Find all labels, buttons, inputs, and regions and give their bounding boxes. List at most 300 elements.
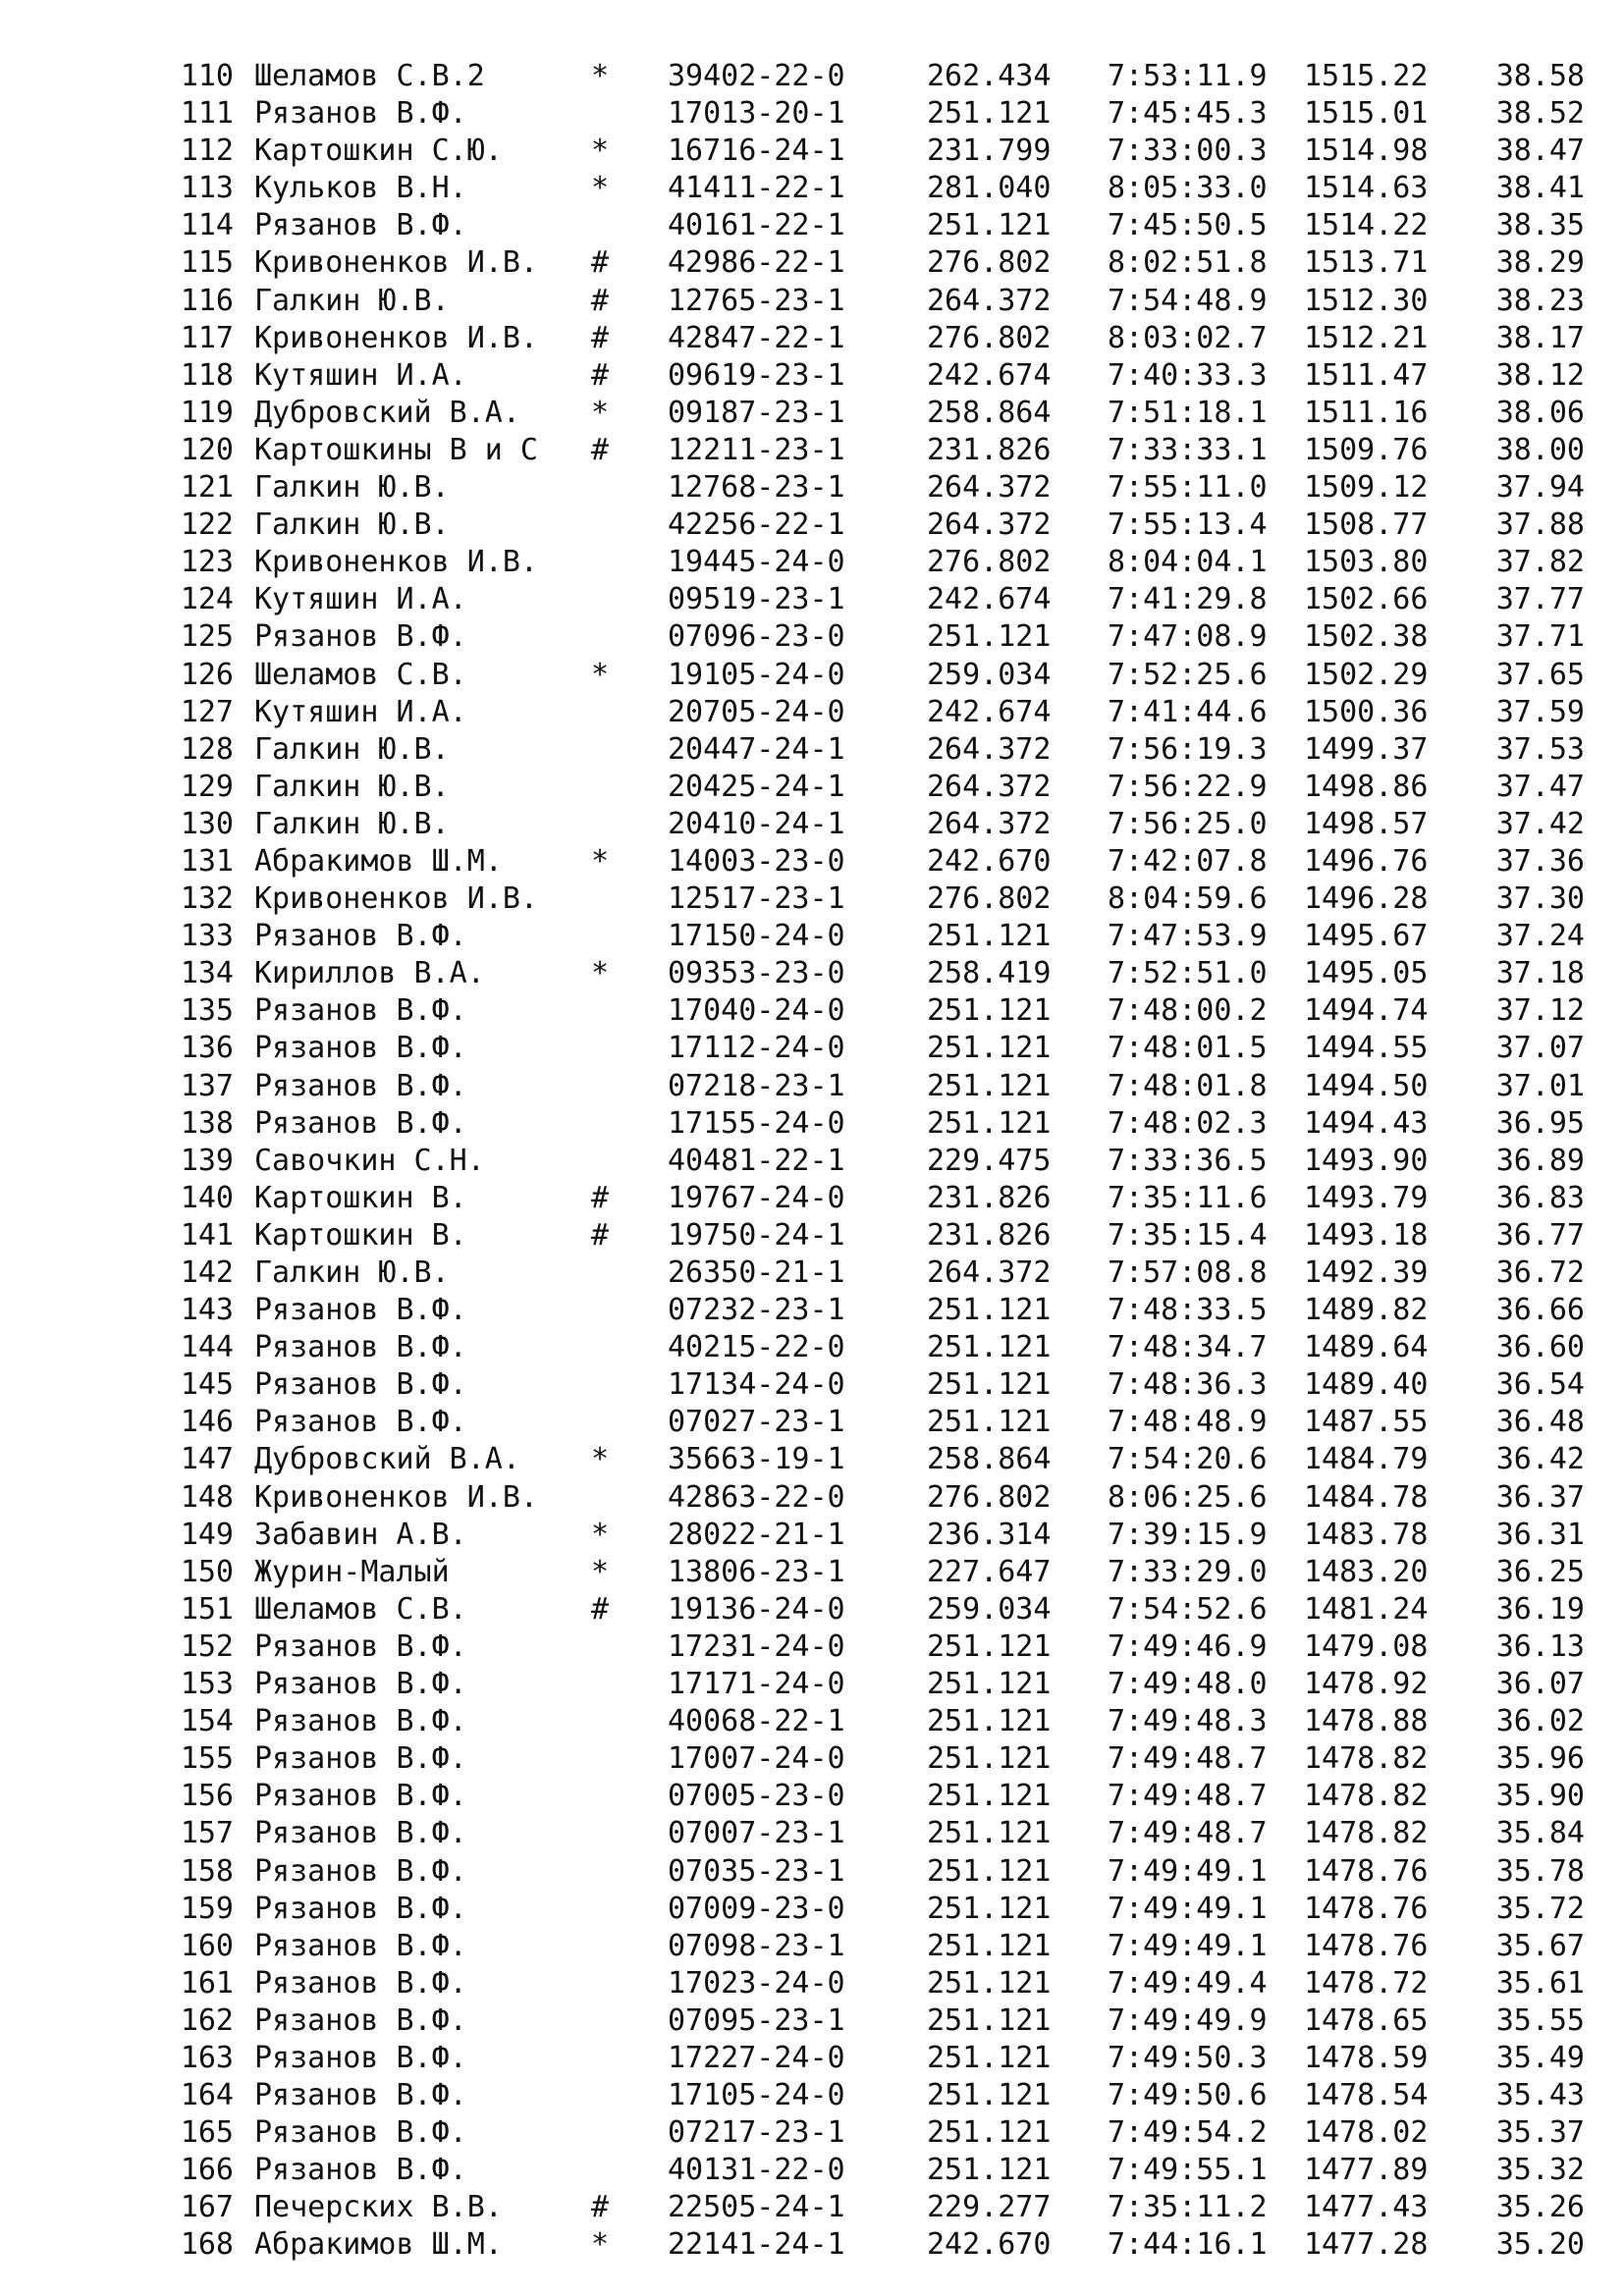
result-row	[0, 357, 1624, 395]
points-value: 35.78	[1495, 1853, 1585, 1889]
points-value: 37.36	[1495, 843, 1585, 879]
points-value: 35.32	[1495, 2153, 1585, 2188]
distance-km: 242.670	[927, 2227, 1052, 2263]
fancier-name: Рязанов В.Ф.	[254, 2153, 467, 2188]
distance-km: 258.419	[927, 956, 1052, 991]
speed-value: 1493.18	[1304, 1217, 1429, 1253]
place-number: 152	[180, 1629, 234, 1664]
speed-value: 1477.28	[1304, 2227, 1429, 2263]
speed-value: 1496.76	[1304, 843, 1429, 879]
place-number: 118	[180, 357, 234, 393]
distance-km: 264.372	[927, 1255, 1052, 1290]
place-number: 123	[180, 545, 234, 580]
place-number: 136	[180, 1031, 234, 1066]
entry-mark: #	[591, 1180, 610, 1215]
place-number: 125	[180, 619, 234, 655]
flight-time: 7:48:48.9	[1108, 1405, 1268, 1440]
points-value: 35.37	[1495, 2115, 1585, 2151]
ring-number: 07098-23-1	[668, 1928, 845, 1963]
flight-time: 7:41:29.8	[1108, 582, 1268, 617]
place-number: 110	[180, 59, 234, 93]
distance-km: 251.121	[927, 1741, 1052, 1777]
place-number: 145	[180, 1367, 234, 1403]
place-number: 146	[180, 1405, 234, 1440]
points-value: 36.25	[1495, 1554, 1585, 1589]
flight-time: 7:49:50.3	[1108, 2040, 1268, 2075]
result-row	[0, 618, 1624, 656]
distance-km: 251.121	[927, 2153, 1052, 2188]
points-value: 37.12	[1495, 993, 1585, 1029]
speed-value: 1494.55	[1304, 1031, 1429, 1066]
speed-value: 1478.82	[1304, 1816, 1429, 1851]
points-value: 37.53	[1495, 731, 1585, 767]
speed-value: 1478.72	[1304, 1965, 1429, 2001]
flight-time: 8:06:25.6	[1108, 1479, 1268, 1515]
points-value: 35.84	[1495, 1816, 1585, 1851]
ring-number: 17155-24-0	[668, 1105, 845, 1141]
speed-value: 1509.76	[1304, 432, 1429, 467]
speed-value: 1484.79	[1304, 1442, 1429, 1477]
result-row	[0, 1068, 1624, 1105]
flight-time: 7:49:49.1	[1108, 1928, 1268, 1963]
points-value: 35.20	[1495, 2227, 1585, 2263]
flight-time: 8:04:59.6	[1108, 881, 1268, 917]
fancier-name: Рязанов В.Ф.	[254, 96, 467, 132]
speed-value: 1496.28	[1304, 881, 1429, 917]
flight-time: 7:33:36.5	[1108, 1143, 1268, 1178]
fancier-name: Кривоненков И.В.	[254, 245, 538, 281]
flight-time: 7:57:08.8	[1108, 1255, 1268, 1290]
place-number: 158	[180, 1853, 234, 1889]
points-value: 38.00	[1495, 432, 1585, 467]
flight-time: 7:45:45.3	[1108, 96, 1268, 132]
fancier-name: Рязанов В.Ф.	[254, 1629, 467, 1664]
speed-value: 1512.21	[1304, 320, 1429, 355]
fancier-name: Савочкин С.Н.	[254, 1143, 485, 1178]
ring-number: 17134-24-0	[668, 1367, 845, 1403]
place-number: 150	[180, 1554, 234, 1589]
entry-mark: *	[591, 1517, 610, 1552]
fancier-name: Рязанов В.Ф.	[254, 1068, 467, 1103]
place-number: 127	[180, 694, 234, 729]
result-row	[0, 58, 1624, 95]
points-value: 37.07	[1495, 1031, 1585, 1066]
result-row	[0, 1143, 1624, 1180]
points-value: 35.61	[1495, 1965, 1585, 2001]
distance-km: 236.314	[927, 1517, 1052, 1552]
fancier-name: Кривоненков И.В.	[254, 881, 538, 917]
distance-km: 251.121	[927, 1405, 1052, 1440]
distance-km: 264.372	[927, 769, 1052, 804]
fancier-name: Рязанов В.Ф.	[254, 1704, 467, 1739]
speed-value: 1489.82	[1304, 1293, 1429, 1328]
result-row	[0, 544, 1624, 581]
place-number: 162	[180, 2002, 234, 2038]
result-row	[0, 881, 1624, 918]
ring-number: 17040-24-0	[668, 993, 845, 1029]
distance-km: 242.670	[927, 843, 1052, 879]
distance-km: 242.674	[927, 357, 1052, 393]
ring-number: 07035-23-1	[668, 1853, 845, 1889]
flight-time: 7:48:02.3	[1108, 1105, 1268, 1141]
distance-km: 251.121	[927, 1031, 1052, 1066]
distance-km: 276.802	[927, 245, 1052, 281]
fancier-name: Кириллов В.А.	[254, 956, 485, 991]
fancier-name: Рязанов В.Ф.	[254, 919, 467, 954]
result-row	[0, 1965, 1624, 2002]
place-number: 120	[180, 432, 234, 467]
distance-km: 251.121	[927, 1629, 1052, 1664]
speed-value: 1487.55	[1304, 1405, 1429, 1440]
result-row	[0, 95, 1624, 133]
speed-value: 1478.65	[1304, 2002, 1429, 2038]
points-value: 37.30	[1495, 881, 1585, 917]
speed-value: 1483.78	[1304, 1517, 1429, 1552]
result-row	[0, 1591, 1624, 1629]
result-row	[0, 320, 1624, 357]
speed-value: 1499.37	[1304, 731, 1429, 767]
speed-value: 1494.43	[1304, 1105, 1429, 1141]
ring-number: 09187-23-1	[668, 395, 845, 430]
fancier-name: Рязанов В.Ф.	[254, 1816, 467, 1851]
result-row	[0, 1666, 1624, 1703]
points-value: 38.29	[1495, 245, 1585, 281]
points-value: 35.96	[1495, 1741, 1585, 1777]
result-row	[0, 1479, 1624, 1517]
speed-value: 1477.43	[1304, 2190, 1429, 2225]
place-number: 133	[180, 919, 234, 954]
points-value: 38.52	[1495, 96, 1585, 132]
distance-km: 251.121	[927, 2115, 1052, 2151]
fancier-name: Галкин Ю.В.	[254, 731, 450, 767]
ring-number: 35663-19-1	[668, 1442, 845, 1477]
place-number: 168	[180, 2227, 234, 2263]
flight-time: 7:33:29.0	[1108, 1554, 1268, 1589]
speed-value: 1515.22	[1304, 59, 1429, 93]
fancier-name: Галкин Ю.В.	[254, 470, 450, 506]
fancier-name: Рязанов В.Ф.	[254, 1031, 467, 1066]
result-row	[0, 806, 1624, 843]
place-number: 167	[180, 2190, 234, 2225]
fancier-name: Абракимов Ш.М.	[254, 2227, 503, 2263]
place-number: 154	[180, 1704, 234, 1739]
distance-km: 264.372	[927, 507, 1052, 543]
flight-time: 7:49:48.3	[1108, 1704, 1268, 1739]
points-value: 36.31	[1495, 1517, 1585, 1552]
fancier-name: Шеламов С.В.	[254, 657, 467, 692]
flight-time: 7:54:20.6	[1108, 1442, 1268, 1477]
distance-km: 276.802	[927, 545, 1052, 580]
ring-number: 28022-21-1	[668, 1517, 845, 1552]
result-row	[0, 769, 1624, 806]
flight-time: 7:48:33.5	[1108, 1293, 1268, 1328]
fancier-name: Дубровский В.А.	[254, 1442, 520, 1477]
result-row	[0, 1517, 1624, 1554]
result-row	[0, 432, 1624, 469]
fancier-name: Рязанов В.Ф.	[254, 619, 467, 655]
ring-number: 20447-24-1	[668, 731, 845, 767]
fancier-name: Рязанов В.Ф.	[254, 1928, 467, 1963]
distance-km: 276.802	[927, 1479, 1052, 1515]
ring-number: 07217-23-1	[668, 2115, 845, 2151]
points-value: 36.54	[1495, 1367, 1585, 1403]
distance-km: 242.674	[927, 694, 1052, 729]
place-number: 157	[180, 1816, 234, 1851]
flight-time: 7:49:50.6	[1108, 2078, 1268, 2113]
speed-value: 1479.08	[1304, 1629, 1429, 1664]
points-value: 36.37	[1495, 1479, 1585, 1515]
fancier-name: Шеламов С.В.	[254, 1591, 467, 1627]
result-row	[0, 1329, 1624, 1366]
fancier-name: Галкин Ю.В.	[254, 769, 450, 804]
speed-value: 1511.16	[1304, 395, 1429, 430]
flight-time: 7:49:49.1	[1108, 1891, 1268, 1926]
ring-number: 17112-24-0	[668, 1031, 845, 1066]
speed-value: 1513.71	[1304, 245, 1429, 281]
distance-km: 264.372	[927, 470, 1052, 506]
flight-time: 7:48:36.3	[1108, 1367, 1268, 1403]
fancier-name: Кривоненков И.В.	[254, 320, 538, 355]
fancier-name: Рязанов В.Ф.	[254, 2040, 467, 2075]
ring-number: 40161-22-1	[668, 208, 845, 243]
flight-time: 7:52:51.0	[1108, 956, 1268, 991]
distance-km: 251.121	[927, 1330, 1052, 1365]
place-number: 124	[180, 582, 234, 617]
fancier-name: Кутяшин И.А.	[254, 582, 467, 617]
entry-mark: *	[591, 956, 610, 991]
fancier-name: Рязанов В.Ф.	[254, 2115, 467, 2151]
fancier-name: Рязанов В.Ф.	[254, 1330, 467, 1365]
ring-number: 17023-24-0	[668, 1965, 845, 2001]
distance-km: 251.121	[927, 619, 1052, 655]
speed-value: 1478.92	[1304, 1667, 1429, 1702]
speed-value: 1512.30	[1304, 283, 1429, 318]
distance-km: 251.121	[927, 1816, 1052, 1851]
fancier-name: Печерских В.В.	[254, 2190, 503, 2225]
fancier-name: Абракимов Ш.М.	[254, 843, 503, 879]
points-value: 37.82	[1495, 545, 1585, 580]
entry-mark: #	[591, 320, 610, 355]
ring-number: 17171-24-0	[668, 1667, 845, 1702]
distance-km: 251.121	[927, 2040, 1052, 2075]
place-number: 160	[180, 1928, 234, 1963]
points-value: 37.88	[1495, 507, 1585, 543]
fancier-name: Рязанов В.Ф.	[254, 1853, 467, 1889]
ring-number: 22141-24-1	[668, 2227, 845, 2263]
speed-value: 1483.20	[1304, 1554, 1429, 1589]
place-number: 148	[180, 1479, 234, 1515]
ring-number: 12211-23-1	[668, 432, 845, 467]
fancier-name: Рязанов В.Ф.	[254, 1367, 467, 1403]
distance-km: 229.277	[927, 2190, 1052, 2225]
distance-km: 251.121	[927, 1293, 1052, 1328]
fancier-name: Рязанов В.Ф.	[254, 1741, 467, 1777]
ring-number: 19136-24-0	[668, 1591, 845, 1627]
place-number: 142	[180, 1255, 234, 1290]
fancier-name: Рязанов В.Ф.	[254, 1779, 467, 1814]
points-value: 35.67	[1495, 1928, 1585, 1963]
distance-km: 242.674	[927, 582, 1052, 617]
fancier-name: Рязанов В.Ф.	[254, 2078, 467, 2113]
flight-time: 8:04:04.1	[1108, 545, 1268, 580]
flight-time: 7:48:01.8	[1108, 1068, 1268, 1103]
place-number: 144	[180, 1330, 234, 1365]
result-row	[0, 1629, 1624, 1666]
fancier-name: Рязанов В.Ф.	[254, 1891, 467, 1926]
fancier-name: Галкин Ю.В.	[254, 507, 450, 543]
speed-value: 1511.47	[1304, 357, 1429, 393]
flight-time: 7:44:16.1	[1108, 2227, 1268, 2263]
place-number: 151	[180, 1591, 234, 1627]
speed-value: 1494.74	[1304, 993, 1429, 1029]
distance-km: 251.121	[927, 1704, 1052, 1739]
fancier-name: Галкин Ю.В.	[254, 806, 450, 841]
flight-time: 7:49:48.0	[1108, 1667, 1268, 1702]
distance-km: 251.121	[927, 1105, 1052, 1141]
ring-number: 40131-22-0	[668, 2153, 845, 2188]
ring-number: 42847-22-1	[668, 320, 845, 355]
fancier-name: Кутяшин И.А.	[254, 357, 467, 393]
ring-number: 09519-23-1	[668, 582, 845, 617]
ring-number: 07007-23-1	[668, 1816, 845, 1851]
place-number: 143	[180, 1293, 234, 1328]
place-number: 137	[180, 1068, 234, 1103]
distance-km: 231.826	[927, 432, 1052, 467]
result-row	[0, 170, 1624, 207]
points-value: 38.47	[1495, 133, 1585, 169]
result-row	[0, 992, 1624, 1030]
ring-number: 17227-24-0	[668, 2040, 845, 2075]
entry-mark: #	[591, 357, 610, 393]
flight-time: 7:49:48.7	[1108, 1779, 1268, 1814]
ring-number: 42256-22-1	[668, 507, 845, 543]
points-value: 35.55	[1495, 2002, 1585, 2038]
ring-number: 20705-24-0	[668, 694, 845, 729]
place-number: 114	[180, 208, 234, 243]
ring-number: 07027-23-1	[668, 1405, 845, 1440]
ring-number: 19445-24-0	[668, 545, 845, 580]
result-row	[0, 2002, 1624, 2040]
entry-mark: #	[591, 283, 610, 318]
ring-number: 19105-24-0	[668, 657, 845, 692]
fancier-name: Галкин Ю.В.	[254, 1255, 450, 1290]
entry-mark: *	[591, 395, 610, 430]
speed-value: 1508.77	[1304, 507, 1429, 543]
distance-km: 229.475	[927, 1143, 1052, 1178]
fancier-name: Рязанов В.Ф.	[254, 2002, 467, 2038]
place-number: 131	[180, 843, 234, 879]
fancier-name: Кульков В.Н.	[254, 171, 467, 206]
points-value: 35.43	[1495, 2078, 1585, 2113]
distance-km: 264.372	[927, 731, 1052, 767]
ring-number: 12765-23-1	[668, 283, 845, 318]
place-number: 153	[180, 1667, 234, 1702]
result-row	[0, 1105, 1624, 1143]
speed-value: 1493.79	[1304, 1180, 1429, 1215]
fancier-name: Рязанов В.Ф.	[254, 1965, 467, 2001]
result-row	[0, 507, 1624, 544]
flight-time: 7:56:19.3	[1108, 731, 1268, 767]
result-row	[0, 1703, 1624, 1740]
result-row	[0, 2189, 1624, 2226]
speed-value: 1481.24	[1304, 1591, 1429, 1627]
flight-time: 7:42:07.8	[1108, 843, 1268, 879]
result-row	[0, 1891, 1624, 1928]
result-row	[0, 657, 1624, 694]
distance-km: 264.372	[927, 806, 1052, 841]
entry-mark: #	[591, 1217, 610, 1253]
flight-time: 7:49:48.7	[1108, 1741, 1268, 1777]
distance-km: 231.826	[927, 1180, 1052, 1215]
points-value: 35.72	[1495, 1891, 1585, 1926]
speed-value: 1503.80	[1304, 545, 1429, 580]
place-number: 140	[180, 1180, 234, 1215]
fancier-name: Рязанов В.Ф.	[254, 993, 467, 1029]
distance-km: 258.864	[927, 395, 1052, 430]
distance-km: 251.121	[927, 208, 1052, 243]
place-number: 156	[180, 1779, 234, 1814]
ring-number: 12768-23-1	[668, 470, 845, 506]
result-row	[0, 207, 1624, 244]
flight-time: 7:51:18.1	[1108, 395, 1268, 430]
distance-km: 251.121	[927, 2002, 1052, 2038]
result-row	[0, 1928, 1624, 1965]
speed-value: 1514.63	[1304, 171, 1429, 206]
distance-km: 281.040	[927, 171, 1052, 206]
speed-value: 1478.76	[1304, 1891, 1429, 1926]
points-value: 38.12	[1495, 357, 1585, 393]
speed-value: 1498.86	[1304, 769, 1429, 804]
result-row	[0, 1404, 1624, 1441]
result-row	[0, 244, 1624, 282]
speed-value: 1502.66	[1304, 582, 1429, 617]
points-value: 37.94	[1495, 470, 1585, 506]
speed-value: 1478.54	[1304, 2078, 1429, 2113]
place-number: 135	[180, 993, 234, 1029]
ring-number: 17105-24-0	[668, 2078, 845, 2113]
points-value: 37.18	[1495, 956, 1585, 991]
fancier-name: Картошкины В и С	[254, 432, 538, 467]
speed-value: 1478.76	[1304, 1928, 1429, 1963]
place-number: 129	[180, 769, 234, 804]
place-number: 122	[180, 507, 234, 543]
points-value: 37.59	[1495, 694, 1585, 729]
place-number: 141	[180, 1217, 234, 1253]
result-row	[0, 581, 1624, 618]
result-row	[0, 843, 1624, 881]
flight-time: 7:49:49.9	[1108, 2002, 1268, 2038]
points-value: 36.83	[1495, 1180, 1585, 1215]
ring-number: 19767-24-0	[668, 1180, 845, 1215]
place-number: 161	[180, 1965, 234, 2001]
points-value: 37.01	[1495, 1068, 1585, 1103]
points-value: 38.35	[1495, 208, 1585, 243]
fancier-name: Галкин Ю.В.	[254, 283, 450, 318]
ring-number: 20410-24-1	[668, 806, 845, 841]
result-row	[0, 1366, 1624, 1404]
points-value: 35.90	[1495, 1779, 1585, 1814]
result-row	[0, 2226, 1624, 2264]
ring-number: 26350-21-1	[668, 1255, 845, 1290]
fancier-name: Забавин А.В.	[254, 1517, 467, 1552]
distance-km: 276.802	[927, 881, 1052, 917]
entry-mark: #	[591, 245, 610, 281]
speed-value: 1478.82	[1304, 1779, 1429, 1814]
points-value: 37.71	[1495, 619, 1585, 655]
flight-time: 8:05:33.0	[1108, 171, 1268, 206]
distance-km: 259.034	[927, 1591, 1052, 1627]
ring-number: 19750-24-1	[668, 1217, 845, 1253]
